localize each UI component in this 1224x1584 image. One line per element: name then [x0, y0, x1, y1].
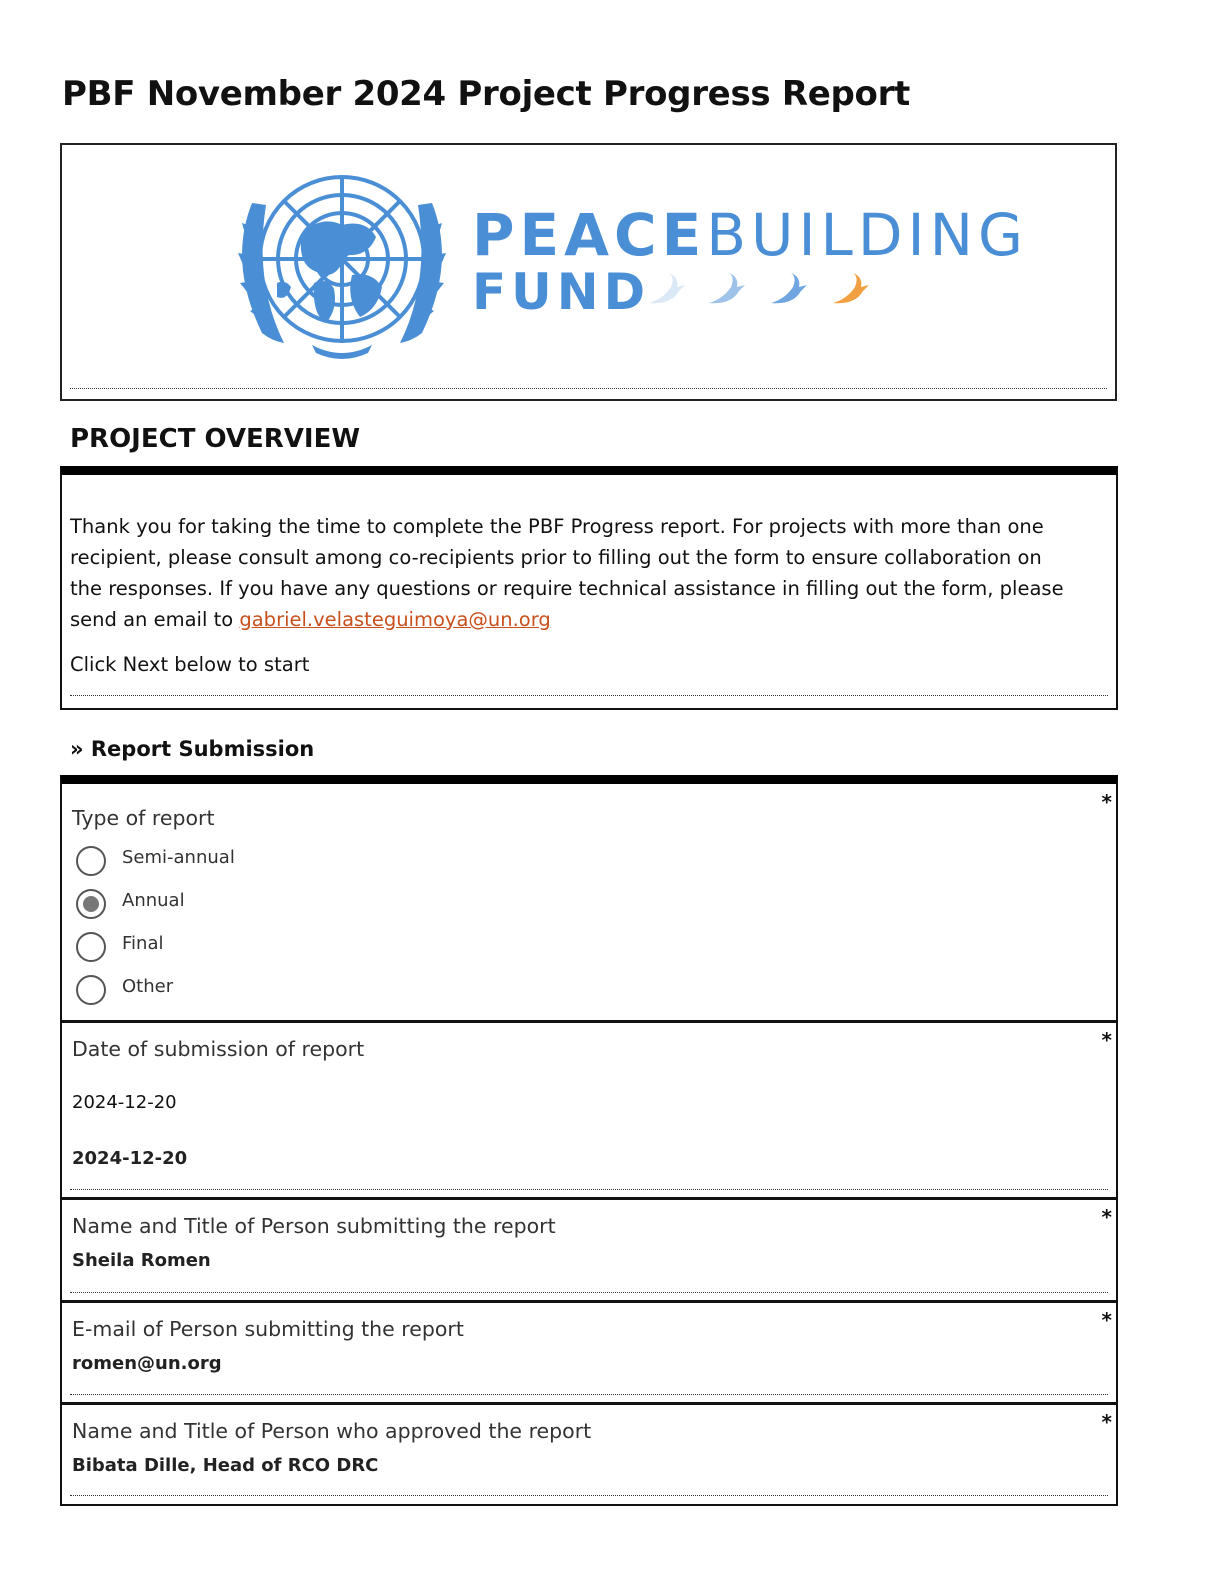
radio-option-semi-annual[interactable]	[76, 846, 235, 876]
radio-button-selected[interactable]	[76, 889, 106, 919]
required-asterisk: *	[1101, 1308, 1112, 1332]
required-asterisk: *	[1101, 1410, 1112, 1434]
question-label: Date of submission of report	[72, 1037, 365, 1061]
question-label: Name and Title of Person who approved the report	[72, 1419, 592, 1443]
support-email-link[interactable]: gabriel.velasteguimoya@un.org	[239, 608, 551, 631]
logo-word-building: BUILDING	[706, 201, 1028, 269]
dove-icon	[647, 273, 687, 309]
logo-banner	[60, 143, 1117, 401]
approver-name-value[interactable]: Bibata Dille, Head of RCO DRC	[72, 1455, 379, 1476]
logo-wordmark-peacebuilding	[472, 201, 1028, 269]
question-type-of-report	[60, 775, 1118, 1023]
required-asterisk: *	[1101, 790, 1112, 814]
divider	[70, 1292, 1108, 1293]
radio-option-annual[interactable]	[76, 889, 185, 919]
click-next-instruction: Click Next below to start	[70, 653, 310, 676]
radio-label: Annual	[122, 889, 185, 911]
divider	[70, 1189, 1108, 1190]
section-heading-project-overview: PROJECT OVERVIEW	[70, 424, 361, 454]
radio-label: Final	[122, 932, 164, 954]
radio-option-other[interactable]	[76, 975, 173, 1005]
submitter-name-value[interactable]: Sheila Romen	[72, 1250, 211, 1271]
overview-intro-text	[70, 511, 1070, 635]
question-label: Name and Title of Person submitting the report	[72, 1214, 556, 1238]
section-heading-report-submission: » Report Submission	[70, 737, 315, 761]
intro-line: Thank you for taking the time to complete the PBF Progress report. For projects with more than one	[70, 515, 1044, 538]
date-input[interactable]: 2024-12-20	[72, 1092, 177, 1113]
question-label: E-mail of Person submitting the report	[72, 1317, 464, 1341]
question-submitter-name	[60, 1197, 1118, 1303]
intro-line: the responses. If you have any questions or require technical assistance in filling out the form, please	[70, 577, 1064, 600]
radio-button[interactable]	[76, 932, 106, 962]
logo-word-fund: FUND	[472, 263, 651, 321]
divider	[70, 1394, 1108, 1395]
required-asterisk: *	[1101, 1205, 1112, 1229]
overview-panel	[60, 466, 1118, 710]
question-date-of-submission	[60, 1020, 1118, 1200]
dove-icon	[707, 273, 747, 309]
intro-line-prefix: send an email to	[70, 608, 240, 631]
divider	[70, 1495, 1108, 1496]
submitter-email-value[interactable]: romen@un.org	[72, 1353, 222, 1374]
radio-button[interactable]	[76, 846, 106, 876]
logo-word-peace: PEACE	[472, 201, 707, 269]
divider	[70, 695, 1108, 696]
dove-icon	[769, 273, 809, 309]
radio-button[interactable]	[76, 975, 106, 1005]
radio-label: Semi-annual	[122, 846, 235, 868]
un-emblem-icon	[222, 163, 462, 363]
question-label: Type of report	[72, 806, 215, 830]
radio-option-final[interactable]	[76, 932, 163, 962]
required-asterisk: *	[1101, 1028, 1112, 1052]
intro-line: recipient, please consult among co-recipients prior to filling out the form to ensure collaboration on	[70, 546, 1042, 569]
page-title: PBF November 2024 Project Progress Report	[62, 74, 911, 114]
divider	[70, 388, 1107, 389]
question-submitter-email	[60, 1300, 1118, 1405]
intro-line	[70, 604, 1070, 635]
question-approver-name	[60, 1402, 1118, 1506]
dove-icon	[831, 273, 871, 309]
date-display-value: 2024-12-20	[72, 1148, 188, 1169]
radio-label: Other	[122, 975, 174, 997]
